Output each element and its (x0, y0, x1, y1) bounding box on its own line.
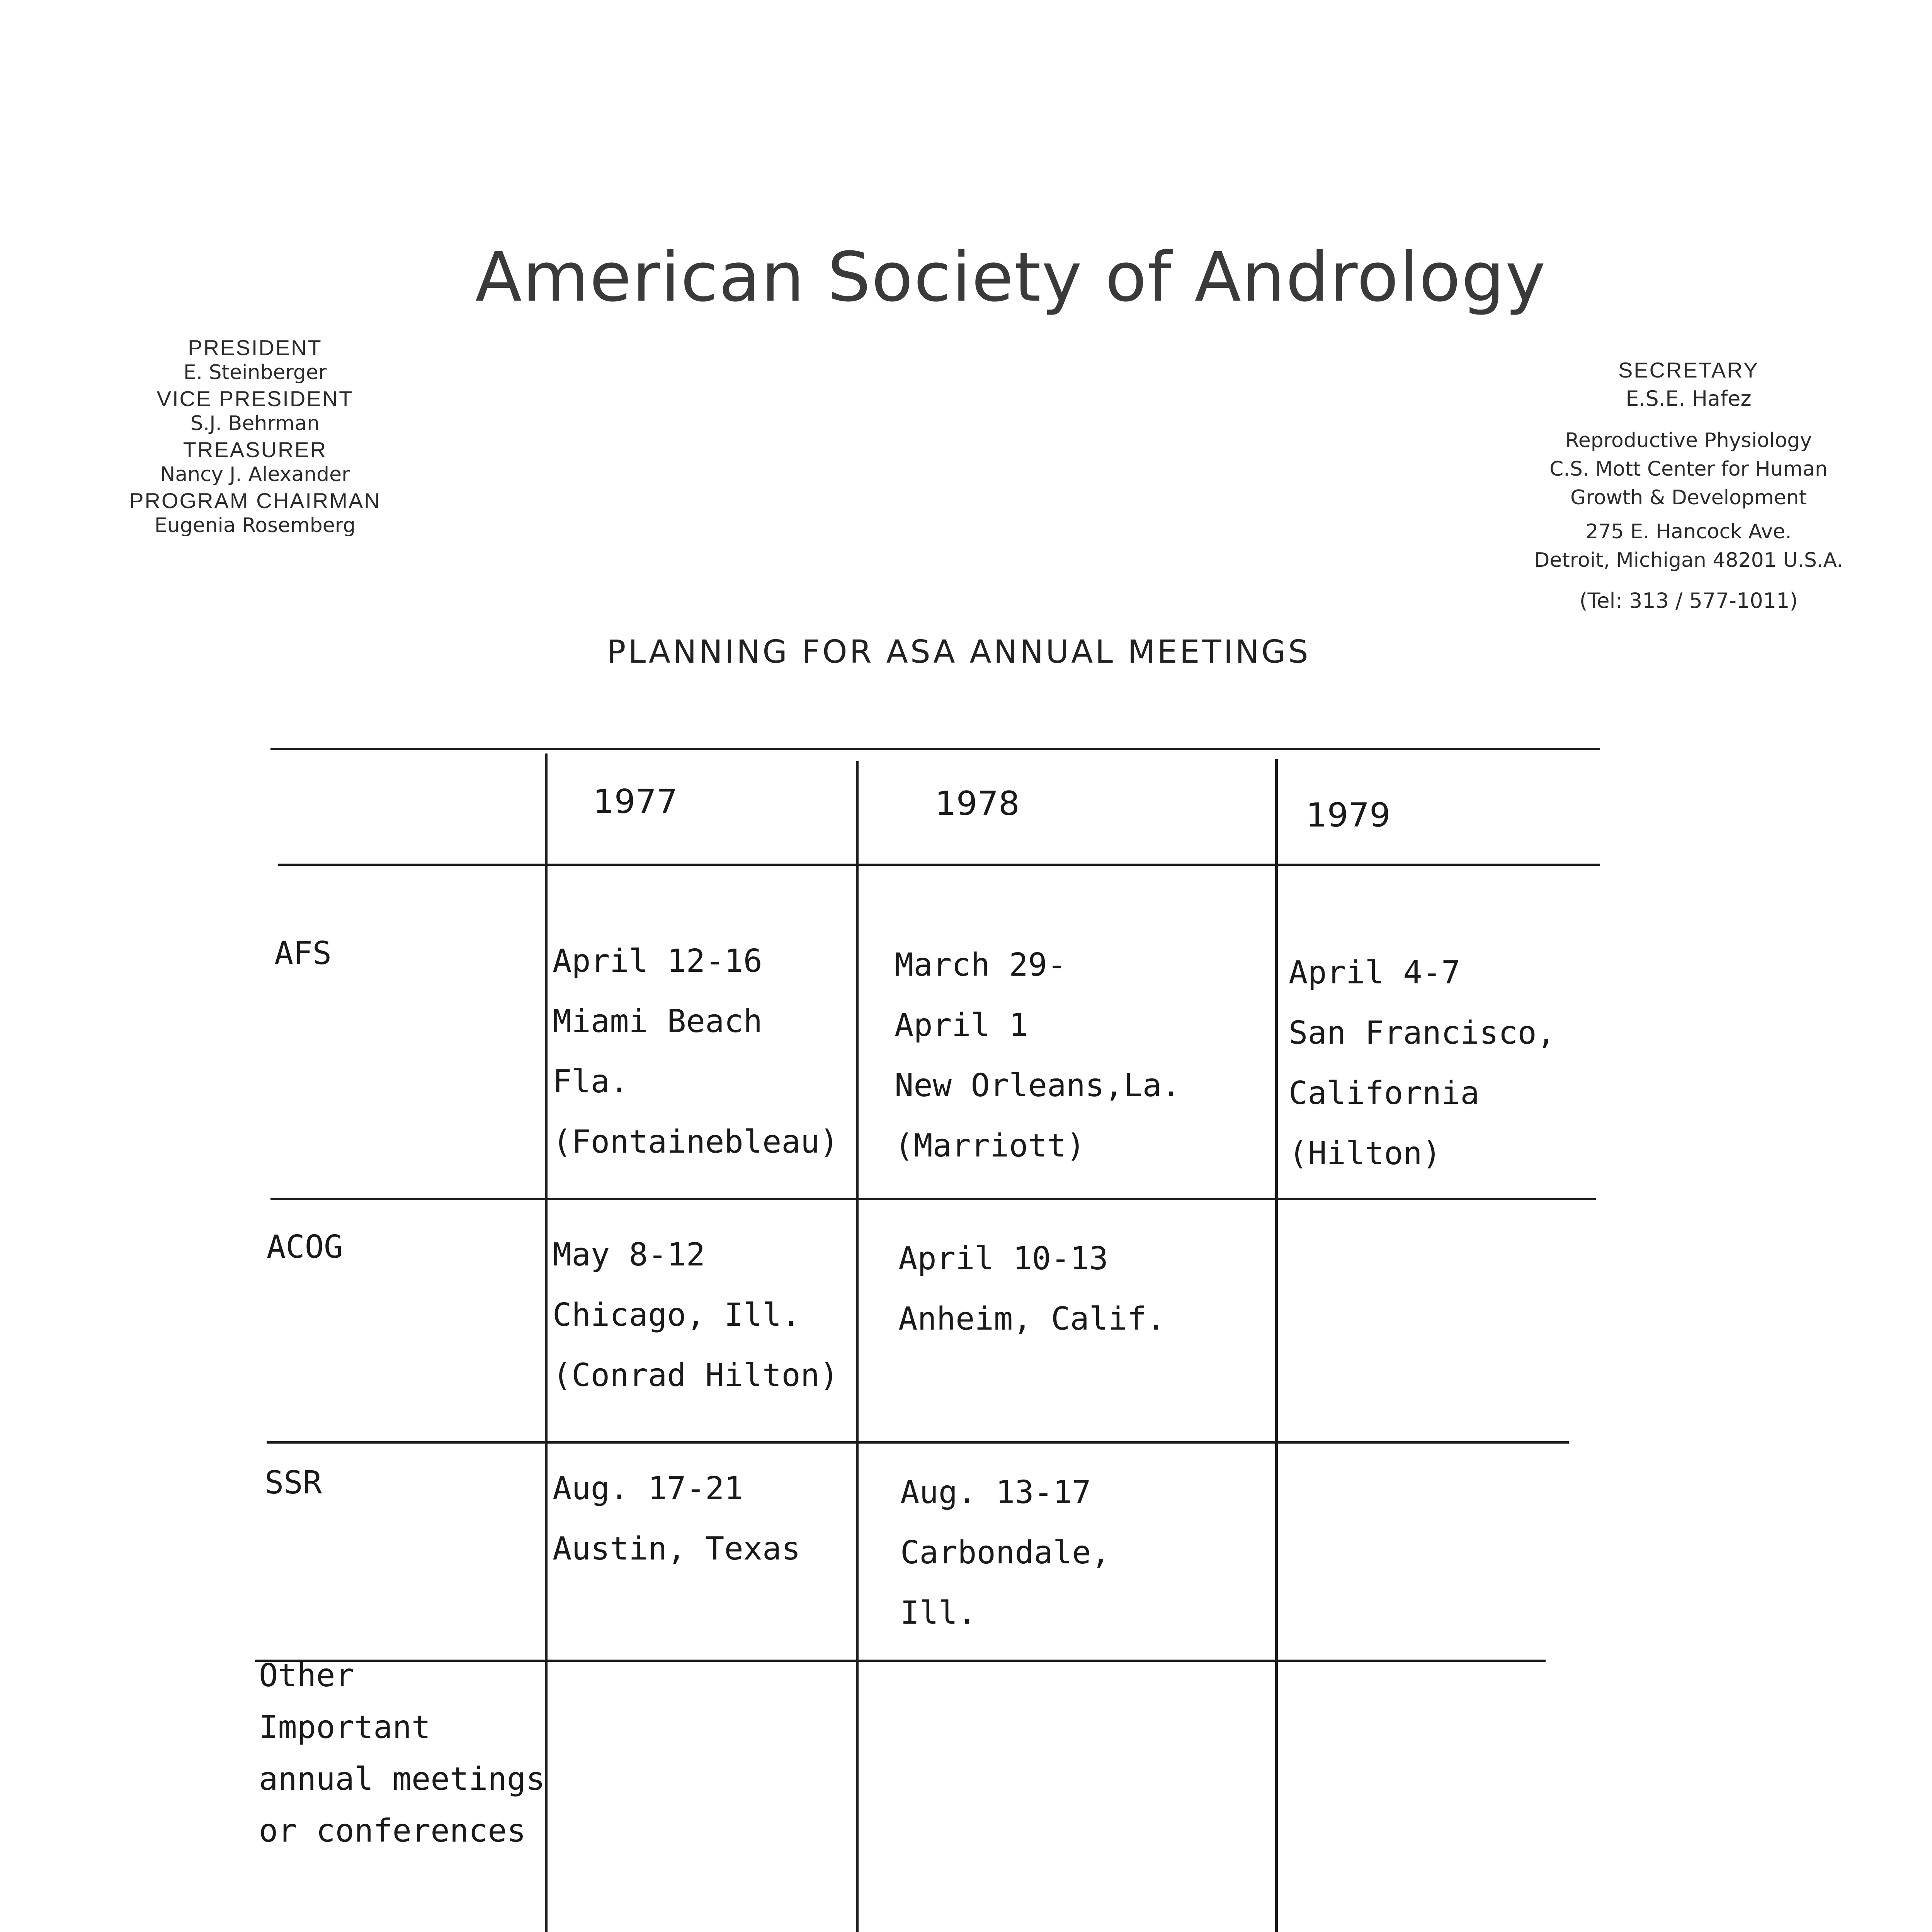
secretary-name: E.S.E. Hafez (1626, 386, 1752, 411)
cell-line: California (1289, 1075, 1480, 1112)
secretary-telephone: (Tel: 313 / 577-1011) (1579, 588, 1798, 613)
cell-line: Aug. 17-21 (553, 1470, 743, 1507)
cell-line: April 12-16 (553, 943, 763, 980)
cell-line: Carbondale, (900, 1534, 1111, 1571)
cell-afs-1979 (1289, 943, 1556, 1184)
row-label-line: Other (259, 1657, 354, 1694)
year-header-1979: 1979 (1306, 796, 1391, 835)
cell-ssr-1977 (553, 1459, 801, 1579)
cell-line: Austin, Texas (553, 1531, 801, 1567)
cell-line: April 1 (895, 1007, 1028, 1044)
year-header-1978: 1978 (935, 784, 1020, 823)
cell-acog-1978 (898, 1229, 1165, 1349)
officer-name: S.J. Behrman (190, 412, 320, 435)
row-label-acog: ACOG (267, 1229, 343, 1265)
cell-line: Aug. 13-17 (900, 1474, 1091, 1511)
cell-line: (Fontainebleau) (553, 1124, 839, 1160)
cell-line: Miami Beach (553, 1003, 763, 1040)
table-rule-afs (270, 1198, 1596, 1200)
secretary-role: SECRETARY (1618, 358, 1759, 382)
document-heading: PLANNING FOR ASA ANNUAL MEETINGS (607, 634, 1311, 670)
year-header-1977: 1977 (593, 782, 678, 821)
address-line: C.S. Mott Center for Human (1549, 457, 1828, 481)
cell-afs-1978 (895, 935, 1181, 1176)
table-column-rule (545, 753, 548, 1932)
table-rule-top (270, 748, 1600, 750)
officer-name: E. Steinberger (183, 361, 327, 384)
row-label-ssr: SSR (265, 1464, 322, 1501)
cell-line: May 8-12 (553, 1236, 705, 1273)
cell-acog-1977 (553, 1225, 839, 1406)
table-rule-acog (267, 1441, 1569, 1444)
cell-line: April 4-7 (1289, 954, 1461, 991)
row-label-line: or conferences (259, 1813, 526, 1849)
address-line: Detroit, Michigan 48201 U.S.A. (1534, 549, 1843, 572)
row-label-line: annual meetings (259, 1761, 545, 1798)
cell-ssr-1978 (900, 1463, 1110, 1643)
officer-role: PROGRAM CHAIRMAN (129, 488, 381, 513)
table-column-rule (856, 761, 859, 1932)
cell-line: San Francisco, (1289, 1015, 1556, 1051)
cell-line: Fla. (553, 1063, 629, 1100)
officer-role: TREASURER (183, 437, 327, 462)
officer-role: PRESIDENT (188, 335, 322, 360)
table-column-rule (1275, 759, 1278, 1932)
officer-role: VICE PRESIDENT (156, 386, 354, 411)
officers-list (116, 332, 394, 541)
row-label-line: Important (259, 1709, 431, 1746)
address-line: 275 E. Hancock Ave. (1585, 520, 1792, 543)
row-label-other (259, 1650, 545, 1857)
cell-line: April 10-13 (898, 1240, 1109, 1277)
cell-afs-1977 (553, 931, 839, 1172)
cell-line: (Marriott) (895, 1128, 1085, 1164)
officer-name: Nancy J. Alexander (160, 463, 350, 486)
officer-name: Eugenia Rosemberg (154, 514, 356, 537)
table-rule-header (278, 864, 1600, 866)
cell-line: Anheim, Calif. (898, 1301, 1166, 1337)
cell-line: (Conrad Hilton) (553, 1357, 839, 1394)
cell-line: New Orleans,La. (895, 1067, 1181, 1104)
organization-title: American Society of Andrology (475, 238, 1546, 317)
secretary-block (1492, 357, 1886, 613)
address-line: Reproductive Physiology (1565, 429, 1812, 452)
row-label-afs: AFS (274, 935, 332, 972)
cell-line: (Hilton) (1289, 1135, 1441, 1172)
address-line: Growth & Development (1570, 486, 1807, 509)
cell-line: Chicago, Ill. (553, 1297, 801, 1333)
cell-line: Ill. (900, 1595, 977, 1631)
cell-line: March 29- (895, 947, 1066, 983)
